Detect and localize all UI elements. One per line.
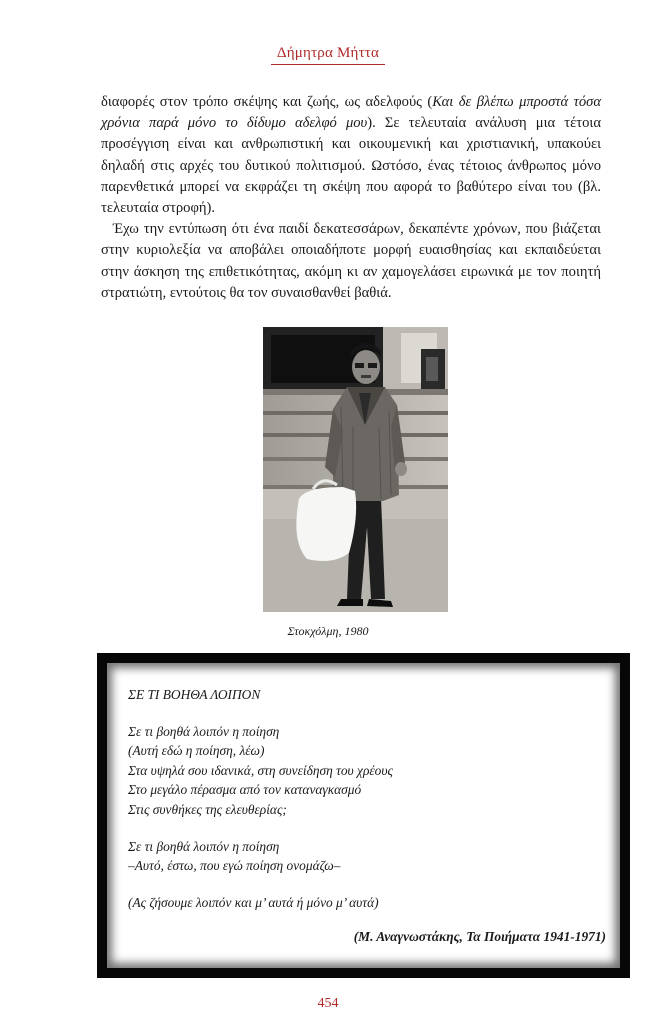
body-text (101, 92, 601, 304)
page-number: 454 (317, 996, 339, 1011)
paragraph-1-end: ). Σε τελευταία ανάλυση μια τέτοια προσέγγιση είναι και ανθρωπιστική και οικουμενική και χριστιανική, υπακούει δηλαδή στις αρχές του δυτικού πολιτισμού. Ωστόσο, ένας τέτοιος άνθρωπος μόνο παρενθετικά μπορεί να εκφράζει τη σκέψη που αφορά το βαθύτερο είναι του (βλ. τελευταία στροφή). (101, 115, 601, 217)
photograph (263, 327, 448, 612)
photo-caption: Στοκχόλμη, 1980 (287, 624, 369, 638)
poem-stanza-3 (128, 893, 614, 913)
poem-title: ΣΕ ΤΙ ΒΟΗΘΑ ΛΟΙΠΟΝ (128, 687, 261, 702)
poem-line: (Ας ζήσουμε λοιπόν και μ’ αυτά ή μόνο μ’ αυτά) (128, 894, 379, 910)
poem-line: Σε τι βοηθά λοιπόν η ποίηση (128, 723, 280, 739)
poem-line: –Αυτό, έστω, που εγώ ποίηση ονομάζω– (128, 858, 341, 874)
running-header (0, 44, 656, 65)
poem-box (97, 653, 630, 978)
paragraph-1 (101, 92, 601, 219)
poem-text (128, 685, 614, 929)
poem-stanza-2 (128, 837, 614, 876)
poem-attribution: (Μ. Αναγνωστάκης, Τα Ποιήματα 1941-1971) (353, 929, 606, 944)
poem-line: Σε τι βοηθά λοιπόν η ποίηση (128, 838, 280, 854)
paragraph-1-quote: Και δε βλέπω μπροστά τόσα χρόνια παρά μόνο το δίδυμο αδελφό μου (101, 94, 601, 132)
header-author: Δήμητρα Μήττα (271, 45, 385, 65)
poem-line: Στα υψηλά σου ιδανικά, στη συνείδηση του χρέους (128, 762, 393, 778)
poem-stanza-1 (128, 722, 614, 820)
poem-line: Στις συνθήκες της ελευθερίας; (128, 801, 287, 817)
paragraph-2: Έχω την εντύπωση ότι ένα παιδί δεκατεσσάρων, δεκαπέντε χρόνων, που βιάζεται στην κυριολεξία να αποβάλει οποιαδήποτε μορφή ευαισθησίας και εκπαιδεύεται στην άσκηση της επιθετικότητας, ακόμη κι αν χαμογελάσει ειρωνικά με τον ποιητή στρατιώτη, εντούτοις θα τον συναισθανθεί βαθιά. (101, 221, 601, 301)
paragraph-1-start: διαφορές στον τρόπο σκέψης και ζωής, ως αδελφούς ( (101, 94, 433, 110)
photograph-image (263, 327, 448, 612)
poem-line: Στο μεγάλο πέρασμα από τον καταναγκασμό (128, 782, 362, 798)
poem-line: (Αυτή εδώ η ποίηση, λέω) (128, 743, 265, 759)
poem-panel (107, 663, 620, 968)
